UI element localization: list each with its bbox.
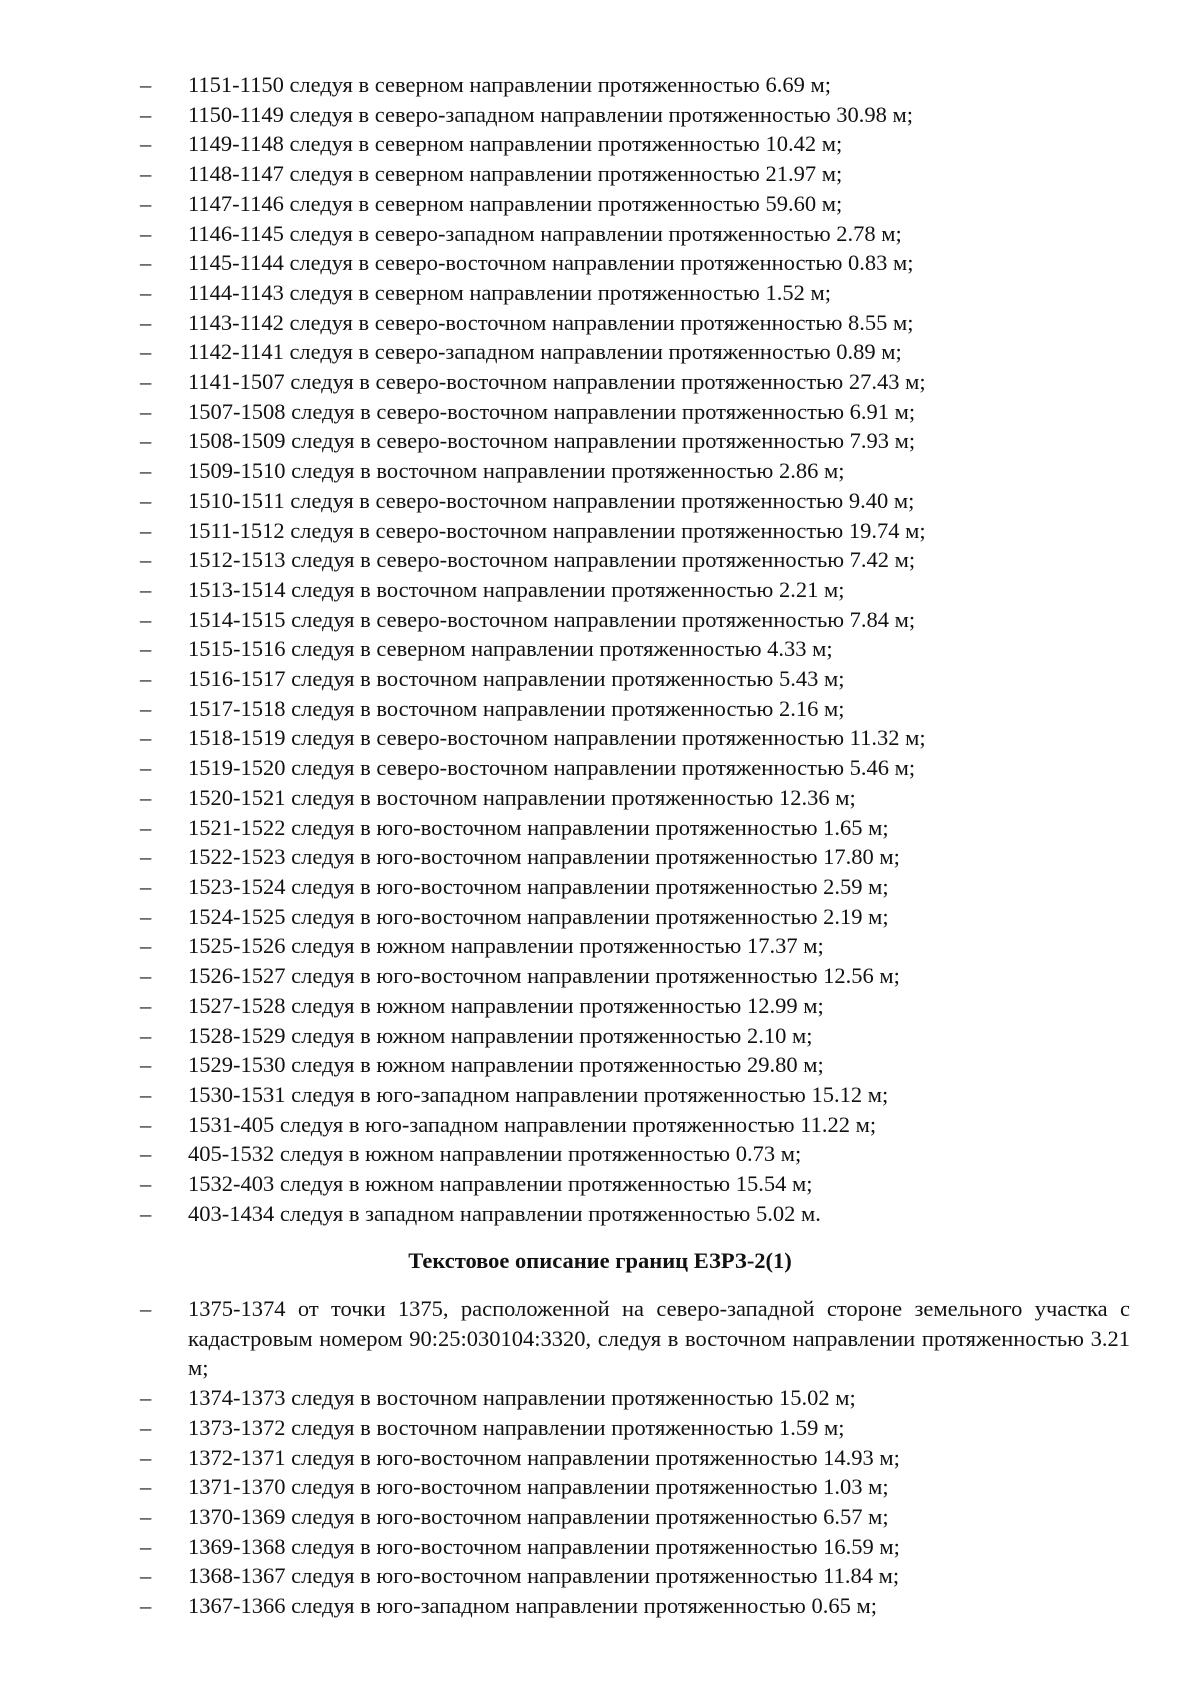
list-item: – 1515-1516 следуя в северном направлении протяженностью 4.33 м; — [140, 634, 1130, 664]
list-item: – 1531-405 следуя в юго-западном направлении протяженностью 11.22 м; — [140, 1110, 1130, 1140]
list-item: – 1369-1368 следуя в юго-восточном направлении протяженностью 16.59 м; — [140, 1532, 1130, 1562]
list-item: – 1144-1143 следуя в северном направлении протяженностью 1.52 м; — [140, 278, 1130, 308]
list-item: – 1520-1521 следуя в восточном направлении протяженностью 12.36 м; — [140, 783, 1130, 813]
list-item: – 1511-1512 следуя в северо-восточном направлении протяженностью 19.74 м; — [140, 516, 1130, 546]
list-item: – 1372-1371 следуя в юго-восточном направлении протяженностью 14.93 м; — [140, 1443, 1130, 1473]
list-item: – 1149-1148 следуя в северном направлении протяженностью 10.42 м; — [140, 129, 1130, 159]
list-item: – 1367-1366 следуя в юго-западном направлении протяженностью 0.65 м; — [140, 1591, 1130, 1621]
list-item: – 1151-1150 следуя в северном направлении протяженностью 6.69 м; — [140, 70, 1130, 100]
list-item: – 1142-1141 следуя в северо-западном направлении протяженностью 0.89 м; — [140, 337, 1130, 367]
list-item: – 1508-1509 следуя в северо-восточном направлении протяженностью 7.93 м; — [140, 426, 1130, 456]
list-item: – 405-1532 следуя в южном направлении протяженностью 0.73 м; — [140, 1139, 1130, 1169]
list-item: – 1513-1514 следуя в восточном направлении протяженностью 2.21 м; — [140, 575, 1130, 605]
list-item: – 1374-1373 следуя в восточном направлении протяженностью 15.02 м; — [140, 1383, 1130, 1413]
list-item: – 1512-1513 следуя в северо-восточном направлении протяженностью 7.42 м; — [140, 545, 1130, 575]
list-item: – 1519-1520 следуя в северо-восточном направлении протяженностью 5.46 м; — [140, 753, 1130, 783]
list-item: – 1528-1529 следуя в южном направлении протяженностью 2.10 м; — [140, 1021, 1130, 1051]
list-item: – 1145-1144 следуя в северо-восточном направлении протяженностью 0.83 м; — [140, 248, 1130, 278]
list-item: – 1510-1511 следуя в северо-восточном направлении протяженностью 9.40 м; — [140, 486, 1130, 516]
list-item: – 1146-1145 следуя в северо-западном направлении протяженностью 2.78 м; — [140, 219, 1130, 249]
list-item: – 403-1434 следуя в западном направлении протяженностью 5.02 м. — [140, 1199, 1130, 1229]
list-item: – 1525-1526 следуя в южном направлении протяженностью 17.37 м; — [140, 931, 1130, 961]
list-item: – 1373-1372 следуя в восточном направлении протяженностью 1.59 м; — [140, 1413, 1130, 1443]
list-item: – 1147-1146 следуя в северном направлении протяженностью 59.60 м; — [140, 189, 1130, 219]
list-item: – 1530-1531 следуя в юго-западном направлении протяженностью 15.12 м; — [140, 1080, 1130, 1110]
list-item: – 1368-1367 следуя в юго-восточном направлении протяженностью 11.84 м; — [140, 1561, 1130, 1591]
section-heading: Текстовое описание границ ЕЗРЗ-2(1) — [408, 1248, 792, 1273]
list-item: – 1141-1507 следуя в северо-восточном направлении протяженностью 27.43 м; — [140, 367, 1130, 397]
list-item: – 1516-1517 следуя в восточном направлении протяженностью 5.43 м; — [140, 664, 1130, 694]
list-item: – 1150-1149 следуя в северо-западном направлении протяженностью 30.98 м; — [140, 100, 1130, 130]
list-item: – 1529-1530 следуя в южном направлении протяженностью 29.80 м; — [140, 1050, 1130, 1080]
list-item: – 1526-1527 следуя в юго-восточном направлении протяженностью 12.56 м; — [140, 961, 1130, 991]
list-item: – 1524-1525 следуя в юго-восточном направлении протяженностью 2.19 м; — [140, 902, 1130, 932]
list-item: – 1375-1374 от точки 1375, расположенной на северо-западной стороне земельного участка с кадастровым номером 90:25:030104:3320, следуя в восточном направлении протяженностью 3.21 м; — [140, 1294, 1130, 1383]
list-item: – 1509-1510 следуя в восточном направлении протяженностью 2.86 м; — [140, 456, 1130, 486]
list-item: – 1532-403 следуя в южном направлении протяженностью 15.54 м; — [140, 1169, 1130, 1199]
list-item: – 1148-1147 следуя в северном направлении протяженностью 21.97 м; — [140, 159, 1130, 189]
ezrz-boundary-list — [140, 1294, 1130, 1621]
list-item: – 1370-1369 следуя в юго-восточном направлении протяженностью 6.57 м; — [140, 1502, 1130, 1532]
boundary-segment-list — [140, 70, 1130, 1228]
list-item: – 1518-1519 следуя в северо-восточном направлении протяженностью 11.32 м; — [140, 723, 1130, 753]
list-item: – 1522-1523 следуя в юго-восточном направлении протяженностью 17.80 м; — [140, 842, 1130, 872]
list-item: – 1514-1515 следуя в северо-восточном направлении протяженностью 7.84 м; — [140, 605, 1130, 635]
list-item: – 1523-1524 следуя в юго-восточном направлении протяженностью 2.59 м; — [140, 872, 1130, 902]
list-item: – 1371-1370 следуя в юго-восточном направлении протяженностью 1.03 м; — [140, 1472, 1130, 1502]
list-item: – 1507-1508 следуя в северо-восточном направлении протяженностью 6.91 м; — [140, 397, 1130, 427]
list-item: – 1527-1528 следуя в южном направлении протяженностью 12.99 м; — [140, 991, 1130, 1021]
list-item: – 1143-1142 следуя в северо-восточном направлении протяженностью 8.55 м; — [140, 308, 1130, 338]
list-item: – 1517-1518 следуя в восточном направлении протяженностью 2.16 м; — [140, 694, 1130, 724]
list-item: – 1521-1522 следуя в юго-восточном направлении протяженностью 1.65 м; — [140, 813, 1130, 843]
